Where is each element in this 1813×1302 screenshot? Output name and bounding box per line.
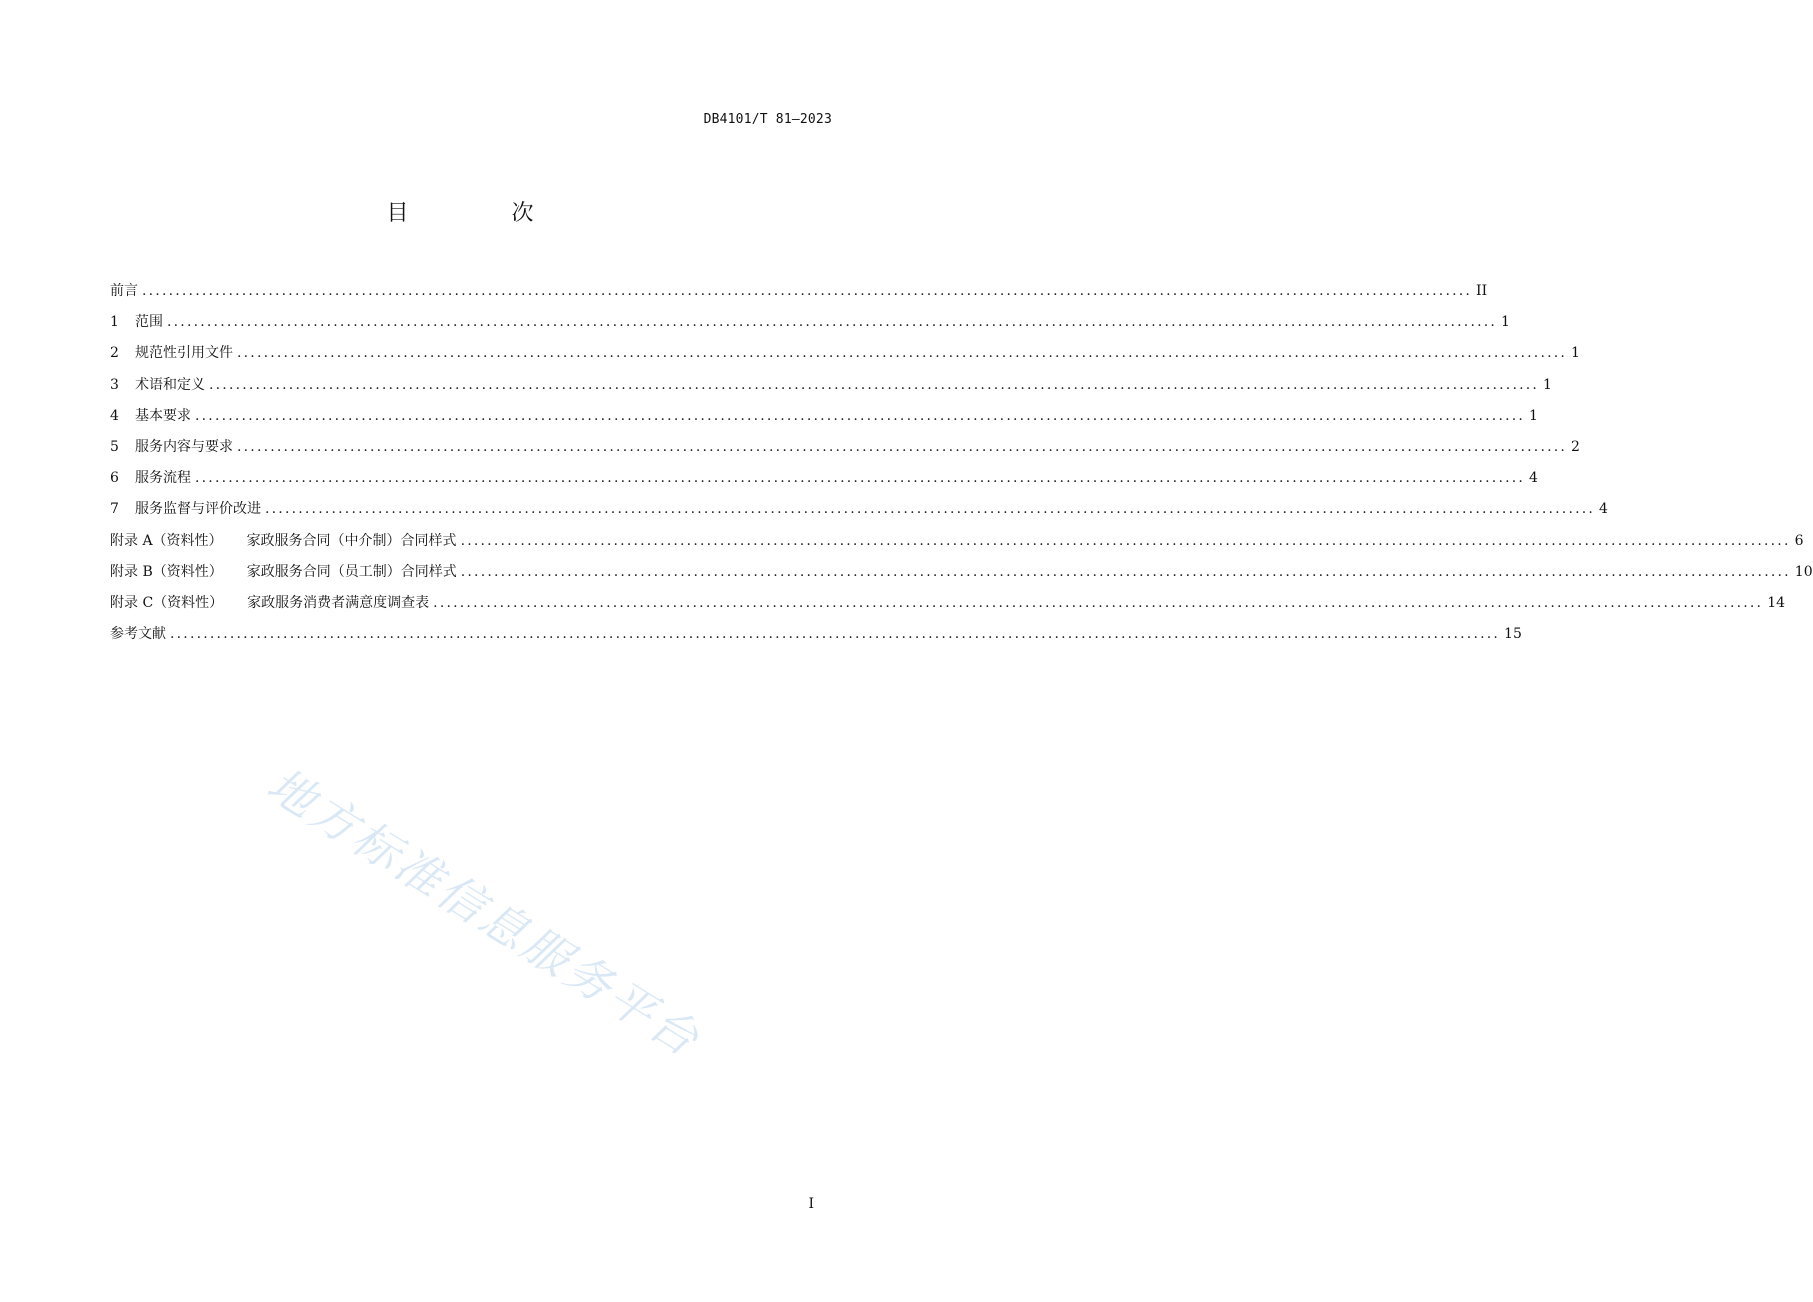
toc-entry-label (110, 561, 457, 583)
toc-leader-dots: ........................................................................................................................................................................................................ (195, 470, 1526, 487)
toc-entry[interactable] (110, 467, 1538, 498)
toc-entry-page: 1 (1501, 314, 1510, 331)
toc-entry[interactable] (110, 436, 1580, 467)
toc-entry-number: 4 (110, 407, 119, 424)
toc-entry-label (135, 498, 261, 520)
toc-entry-label (110, 623, 166, 645)
toc-leader-dots: ........................................................................................................................................................................................................ (265, 501, 1596, 518)
toc-entry-title: 参考文献 (110, 626, 166, 643)
toc-leader-dots: ........................................................................................................................................................................................................ (170, 626, 1501, 643)
toc-entry[interactable] (110, 623, 1522, 654)
toc-entry-label (110, 530, 457, 552)
toc-entry-title: 前言 (110, 283, 138, 299)
toc-leader-dots: ........................................................................................................................................................................................................ (237, 345, 1568, 362)
toc-entry[interactable] (110, 374, 1552, 405)
toc-entry-label (135, 467, 191, 489)
toc-entry-label (135, 405, 191, 427)
toc-entry[interactable] (110, 311, 1510, 342)
toc-entry-label (135, 342, 233, 364)
toc-entry[interactable] (110, 498, 1608, 529)
toc-entry-label (135, 436, 233, 458)
toc-entry-title: 基本要求 (135, 407, 191, 424)
toc-leader-dots: ........................................................................................................................................................................................................ (142, 283, 1473, 299)
toc-entry-label (110, 280, 138, 302)
toc-leader-dots: ........................................................................................................................................................................................................ (209, 376, 1540, 393)
toc-leader-dots: ........................................................................................................................................................................................................ (195, 407, 1526, 424)
toc-entry-title: 范围 (135, 314, 163, 331)
toc-entry-subtitle: 家政服务消费者满意度调查表 (247, 594, 430, 611)
toc-entry[interactable] (110, 592, 1786, 623)
toc-entry-title: 服务监督与评价改进 (135, 501, 261, 518)
toc-entry-label (135, 311, 163, 333)
toc-entry-number: 5 (110, 438, 119, 455)
toc-entry-page: 1 (1571, 345, 1580, 362)
toc-leader-dots: ........................................................................................................................................................................................................ (460, 563, 1791, 580)
toc-leader-dots: ........................................................................................................................................................................................................ (167, 314, 1498, 331)
toc-entry[interactable] (110, 342, 1580, 373)
toc-entry-number: 3 (110, 376, 119, 393)
toc-entry-title: 附录 C（资料性） (110, 594, 224, 611)
watermark-text: 地方标准信息服务平台 (258, 757, 711, 1068)
toc-entry-number: 6 (110, 470, 119, 487)
toc-entry-number: 7 (110, 501, 119, 518)
page-number: I (808, 1196, 814, 1212)
toc-entry-page: 2 (1571, 438, 1580, 455)
toc-entry-label (135, 374, 205, 396)
toc-entry-title: 服务内容与要求 (135, 438, 233, 455)
toc-leader-dots: ........................................................................................................................................................................................................ (433, 594, 1764, 611)
toc-entry-page: 1 (1529, 407, 1538, 424)
toc-entry-page: 4 (1529, 470, 1538, 487)
toc-entry-page: II (1476, 283, 1488, 299)
toc-entry[interactable] (110, 561, 1813, 592)
table-of-contents (110, 280, 1813, 654)
toc-entry-page: 14 (1767, 594, 1786, 611)
document-code: DB4101/T 81—2023 (703, 112, 832, 127)
toc-entry-subtitle: 家政服务合同（员工制）合同样式 (246, 563, 457, 580)
toc-entry-page: 4 (1599, 501, 1608, 518)
toc-entry-title: 术语和定义 (135, 376, 205, 393)
toc-entry-title: 附录 A（资料性） (110, 532, 223, 549)
toc-entry[interactable] (110, 530, 1804, 561)
toc-entry-label (110, 592, 429, 614)
toc-entry-number: 2 (110, 345, 119, 362)
toc-entry-number: 1 (110, 314, 119, 331)
toc-entry-page: 1 (1543, 376, 1552, 393)
toc-entry-page: 10 (1794, 563, 1813, 580)
toc-entry-title: 附录 B（资料性） (110, 563, 223, 580)
toc-entry-title: 服务流程 (135, 470, 191, 487)
toc-entry-subtitle: 家政服务合同（中介制）合同样式 (246, 532, 457, 549)
toc-entry-title: 规范性引用文件 (135, 345, 233, 362)
toc-entry[interactable] (110, 405, 1538, 436)
toc-leader-dots: ........................................................................................................................................................................................................ (460, 532, 1791, 549)
toc-entry-page: 15 (1504, 626, 1522, 643)
page-title: 目 次 (386, 201, 582, 226)
toc-entry-page: 6 (1794, 532, 1804, 549)
toc-leader-dots: ........................................................................................................................................................................................................ (237, 438, 1568, 455)
toc-entry[interactable] (110, 280, 1488, 311)
